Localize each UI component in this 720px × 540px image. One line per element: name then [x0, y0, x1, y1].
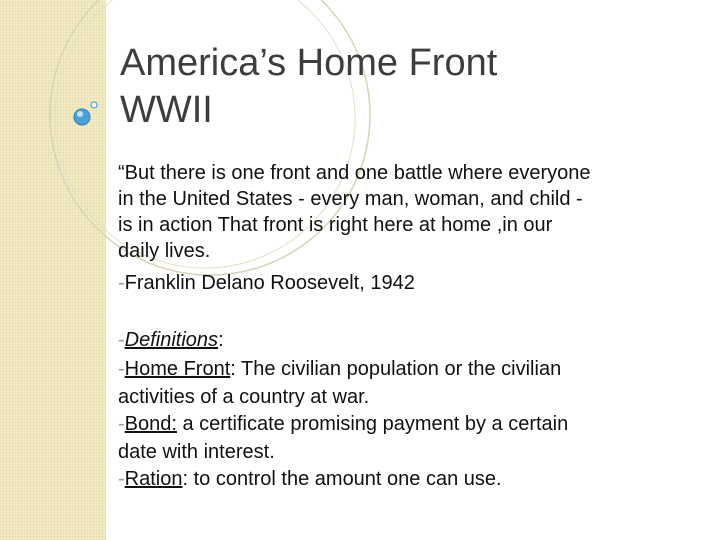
bullet-dash: - — [118, 468, 125, 490]
bullet-dash: - — [118, 413, 125, 435]
definition-continuation: date with interest. — [118, 441, 275, 463]
quote-line: “But there is one front and one battle where everyone — [118, 162, 591, 184]
definition-term: Bond: — [124, 413, 177, 435]
orb-small-icon — [91, 102, 97, 108]
definitions-heading — [118, 326, 698, 355]
quote-line: in the United States - every man, woman, and child - — [118, 188, 583, 210]
quote-attribution — [118, 270, 698, 296]
definition-item — [118, 410, 698, 439]
orb-large-icon — [74, 109, 90, 125]
slide-title — [120, 40, 680, 134]
definitions-heading-text: Definitions — [124, 329, 219, 351]
definition-continuation: activities of a country at war. — [118, 386, 370, 408]
definition-text: : to control the amount one can use. — [182, 468, 502, 490]
title-line-1: America’s Home Front — [120, 42, 498, 84]
definition-text: a certificate promising payment by a certain — [176, 413, 569, 435]
definitions-block — [118, 326, 698, 494]
bullet-dash: - — [118, 329, 125, 351]
definition-text: : The civilian population or the civilian — [230, 358, 562, 380]
bullet-dash: - — [118, 272, 125, 294]
bullet-dash: - — [118, 358, 125, 380]
definition-term: Home Front — [124, 358, 231, 380]
slide-body — [118, 160, 698, 494]
attribution-text: Franklin Delano Roosevelt, 1942 — [124, 272, 415, 294]
orb-highlight — [77, 111, 83, 117]
quote-line: daily lives. — [118, 240, 211, 262]
quote-block — [118, 160, 698, 296]
definition-item — [118, 355, 698, 384]
quote-line: is in action That front is right here at home ,in our — [118, 214, 553, 236]
definition-term: Ration — [124, 468, 183, 490]
definition-item — [118, 465, 698, 494]
heading-colon: : — [218, 329, 224, 351]
title-line-2: WWII — [120, 89, 213, 131]
